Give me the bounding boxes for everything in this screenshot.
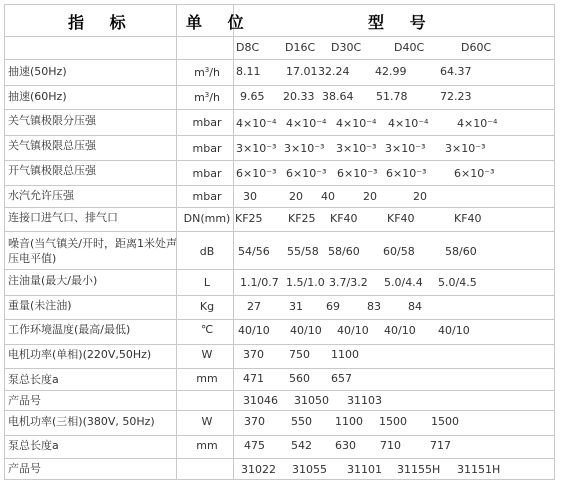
row-label: 工作环境温度(最高/最低) — [8, 323, 131, 336]
grid-line — [4, 344, 555, 345]
table-cell: 72.23 — [440, 90, 472, 103]
header-indicator: 指 标 — [68, 13, 136, 32]
table-cell: 5.0/4.4 — [384, 276, 423, 289]
table-cell: 6×10⁻³ — [386, 167, 427, 180]
table-cell: 40/10 — [290, 324, 322, 337]
table-cell: 31103 — [347, 394, 382, 407]
table-cell: 58/60 — [328, 245, 360, 258]
table-cell: 69 — [326, 300, 340, 313]
table-cell: 6×10⁻³ — [236, 167, 277, 180]
row-unit: Kg — [199, 300, 215, 313]
grid-line — [4, 319, 555, 320]
row-unit: mbar — [192, 116, 222, 129]
table-cell: 31155H — [397, 463, 441, 476]
table-cell: 40 — [321, 190, 335, 203]
model-name: D8C — [236, 41, 260, 54]
table-cell: 6×10⁻³ — [286, 167, 327, 180]
row-label: 连接口进气口、排气口 — [8, 211, 118, 224]
grid-line — [4, 435, 555, 436]
row-unit: W — [201, 348, 213, 361]
table-cell: 51.78 — [376, 90, 408, 103]
grid-line — [4, 185, 555, 186]
table-cell: 5.0/4.5 — [438, 276, 477, 289]
table-cell: KF40 — [330, 212, 358, 225]
model-name: D16C — [285, 41, 316, 54]
model-name: D30C — [331, 41, 362, 54]
header-unit: 单 位 — [186, 13, 254, 32]
table-cell: 20.33 — [283, 90, 315, 103]
table-cell: 58/60 — [445, 245, 477, 258]
table-cell: 3×10⁻³ — [445, 142, 486, 155]
table-cell: 40/10 — [337, 324, 369, 337]
table-cell: 4×10⁻⁴ — [336, 117, 377, 130]
row-label: 抽速(60Hz) — [8, 90, 67, 103]
row-label: 水汽允许压强 — [8, 189, 74, 202]
table-cell: 31046 — [243, 394, 278, 407]
table-cell: 6×10⁻³ — [454, 167, 495, 180]
table-cell: 54/56 — [238, 245, 270, 258]
table-cell: 20 — [413, 190, 427, 203]
grid-line — [4, 85, 555, 86]
table-cell: 31022 — [241, 463, 276, 476]
row-label: 关气镇极限总压强 — [8, 139, 96, 152]
table-cell: 83 — [367, 300, 381, 313]
row-unit: mbar — [192, 190, 222, 203]
table-cell: 20 — [363, 190, 377, 203]
table-cell: 1100 — [331, 348, 359, 361]
row-unit: mm — [196, 372, 218, 385]
grid-line — [4, 135, 555, 136]
row-unit: mm — [196, 439, 218, 452]
row-label: 关气镇极限分压强 — [8, 114, 96, 127]
row-unit: $m^3/h$ — [194, 66, 220, 79]
table-cell: 6×10⁻³ — [337, 167, 378, 180]
table-cell: 30 — [243, 190, 257, 203]
table-cell: 64.37 — [440, 65, 472, 78]
grid-line — [4, 458, 555, 459]
table-cell: 31050 — [294, 394, 329, 407]
grid-line — [4, 295, 555, 296]
table-cell: 471 — [243, 372, 264, 385]
table-cell: 1100 — [335, 415, 363, 428]
table-cell: 40/10 — [238, 324, 270, 337]
table-cell: 4×10⁻⁴ — [457, 117, 498, 130]
table-cell: 3×10⁻³ — [284, 142, 325, 155]
table-cell: 370 — [244, 415, 265, 428]
table-cell: 31 — [289, 300, 303, 313]
grid-line — [4, 207, 555, 208]
grid-line — [4, 59, 555, 60]
table-cell: 717 — [430, 439, 451, 452]
row-unit: dB — [199, 245, 215, 258]
table-cell: KF40 — [454, 212, 482, 225]
row-unit: W — [201, 415, 213, 428]
row-unit: mbar — [192, 167, 222, 180]
row-label: 泵总长度a — [8, 439, 59, 452]
row-label: 电机功率(三相)(380V, 50Hz) — [8, 415, 155, 428]
grid-line — [4, 231, 555, 232]
table-cell: 1.5/1.0 — [286, 276, 325, 289]
table-cell: 550 — [291, 415, 312, 428]
table-cell: 542 — [291, 439, 312, 452]
row-unit: L — [203, 276, 211, 289]
table-cell: 3×10⁻³ — [336, 142, 377, 155]
table-cell: 38.64 — [322, 90, 354, 103]
table-cell: 9.65 — [240, 90, 265, 103]
table-cell: 370 — [243, 348, 264, 361]
row-label: 产品号 — [8, 462, 41, 475]
superscript: 3 — [204, 91, 210, 99]
row-unit: DN(mm) — [183, 212, 231, 225]
table-cell: 42.99 — [375, 65, 407, 78]
table-cell: 84 — [408, 300, 422, 313]
table-cell: 3.7/3.2 — [329, 276, 368, 289]
table-cell: 3×10⁻³ — [385, 142, 426, 155]
table-cell: 55/58 — [287, 245, 319, 258]
table-cell: KF40 — [387, 212, 415, 225]
table-cell: 1500 — [379, 415, 407, 428]
table-cell: 4×10⁻⁴ — [286, 117, 327, 130]
table-cell: 657 — [331, 372, 352, 385]
row-unit: ℃ — [200, 323, 214, 336]
grid-line — [4, 36, 555, 37]
table-cell: 1.1/0.7 — [240, 276, 279, 289]
table-cell: 31055 — [292, 463, 327, 476]
table-cell: 40/10 — [438, 324, 470, 337]
row-label: 抽速(50Hz) — [8, 65, 67, 78]
row-label: 产品号 — [8, 394, 41, 407]
table-cell: 4×10⁻⁴ — [388, 117, 429, 130]
row-label: 电机功率(单相)(220V,50Hz) — [8, 348, 152, 361]
header-model: 型 号 — [368, 13, 436, 32]
model-name: D60C — [461, 41, 492, 54]
table-cell: 31151H — [457, 463, 501, 476]
row-unit: $m^3/h$ — [194, 91, 220, 104]
grid-line — [4, 160, 555, 161]
grid-line — [4, 390, 555, 391]
table-cell: 17.01 — [286, 65, 318, 78]
row-unit: mbar — [192, 142, 222, 155]
table-cell: 31101 — [347, 463, 382, 476]
table-cell: 8.11 — [236, 65, 261, 78]
table-cell: 1500 — [431, 415, 459, 428]
row-label: 开气镇极限总压强 — [8, 164, 96, 177]
table-cell: 20 — [289, 190, 303, 203]
table-cell: 4×10⁻⁴ — [236, 117, 277, 130]
table-cell: 32.24 — [318, 65, 350, 78]
table-cell: KF25 — [235, 212, 263, 225]
superscript: 3 — [204, 66, 210, 74]
table-cell: 710 — [380, 439, 401, 452]
grid-line — [4, 368, 555, 369]
table-cell: 40/10 — [384, 324, 416, 337]
table-cell: 560 — [289, 372, 310, 385]
row-label: 噪音(当气镇关/开时，距离1米处声压电平值) — [8, 237, 177, 265]
table-cell: 3×10⁻³ — [236, 142, 277, 155]
table-cell: 475 — [244, 439, 265, 452]
table-cell: 630 — [335, 439, 356, 452]
table-cell: KF25 — [288, 212, 316, 225]
row-label: 重量(未注油) — [8, 299, 72, 312]
grid-line — [4, 109, 555, 110]
table-cell: 750 — [289, 348, 310, 361]
row-label: 注油量(最大/最小) — [8, 274, 98, 287]
grid-line — [4, 269, 555, 270]
table-cell: 60/58 — [383, 245, 415, 258]
row-label: 泵总长度a — [8, 373, 59, 386]
model-name: D40C — [394, 41, 425, 54]
table-cell: 27 — [247, 300, 261, 313]
grid-line — [4, 410, 555, 411]
